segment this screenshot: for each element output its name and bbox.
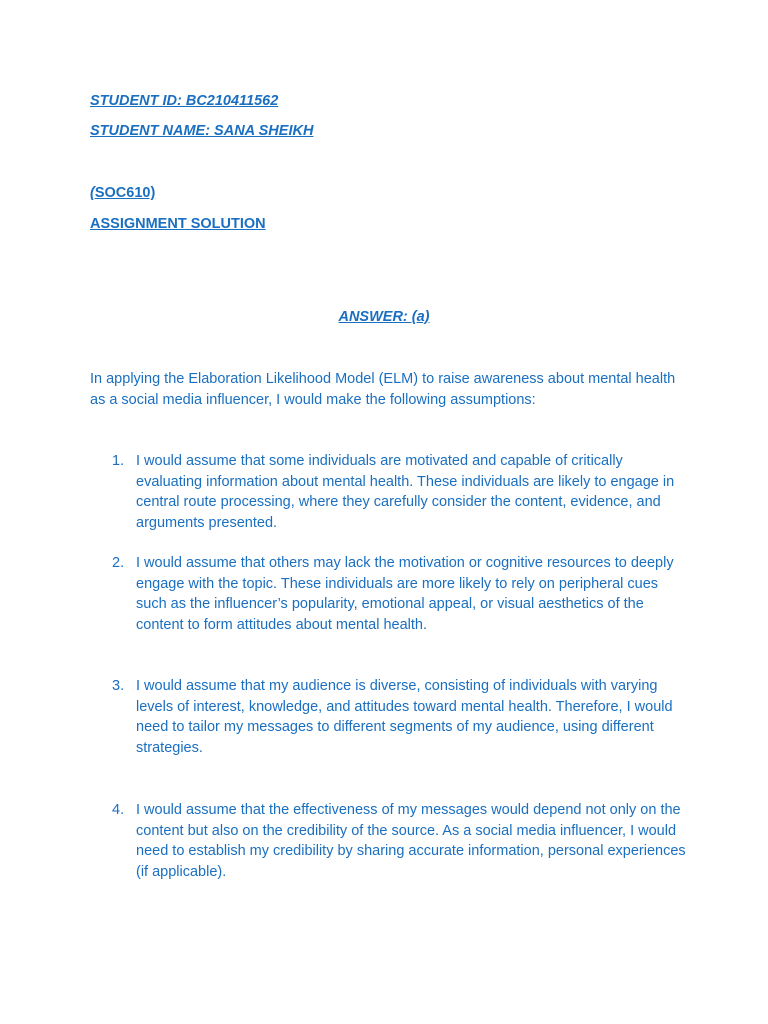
list-item-number: 1.: [112, 453, 125, 469]
assignment-title: ASSIGNMENT SOLUTION: [90, 216, 266, 232]
list-item-number: 3.: [112, 678, 125, 694]
list-item: [112, 676, 687, 759]
list-item: [112, 800, 687, 883]
list-item-number: 4.: [112, 802, 125, 818]
course-code-paren: (: [90, 185, 95, 201]
list-item-text: I would assume that the effectiveness of my messages would depend not only on the content but also on the credibility of the source. As a social media influencer, I would need to establish my credibility by sharing accurate information, personal experiences (if applicable).: [136, 802, 686, 881]
student-id: STUDENT ID: BC210411562: [90, 93, 279, 109]
list-item-text: I would assume that some individuals are motivated and capable of critically evaluating information about mental health. These individuals are likely to engage in central route processing, where they carefully consider the content, evidence, and arguments presented.: [136, 453, 675, 532]
list-item-number: 2.: [112, 555, 125, 571]
list-item: [112, 451, 687, 534]
course-code: [90, 185, 155, 201]
list-item: [112, 553, 687, 636]
answer-heading: ANSWER: (a): [338, 309, 430, 325]
list-item-text: I would assume that my audience is diverse, consisting of individuals with varying levels of interest, knowledge, and attitudes toward mental health. Therefore, I would need to tailor my messages to different segments of my audience, using different strategies.: [136, 678, 673, 757]
intro-paragraph: In applying the Elaboration Likelihood Model (ELM) to raise awareness about mental health as a social media influencer, I would make the following assumptions:: [90, 371, 676, 408]
course-code-text: SOC610): [94, 185, 156, 201]
list-item-text: I would assume that others may lack the motivation or cognitive resources to deeply engage with the topic. These individuals are more likely to rely on peripheral cues such as the influencer’s popularity, emotional appeal, or visual aesthetics of the content to form attitudes about mental health.: [136, 555, 674, 634]
student-name: STUDENT NAME: SANA SHEIKH: [90, 123, 314, 139]
